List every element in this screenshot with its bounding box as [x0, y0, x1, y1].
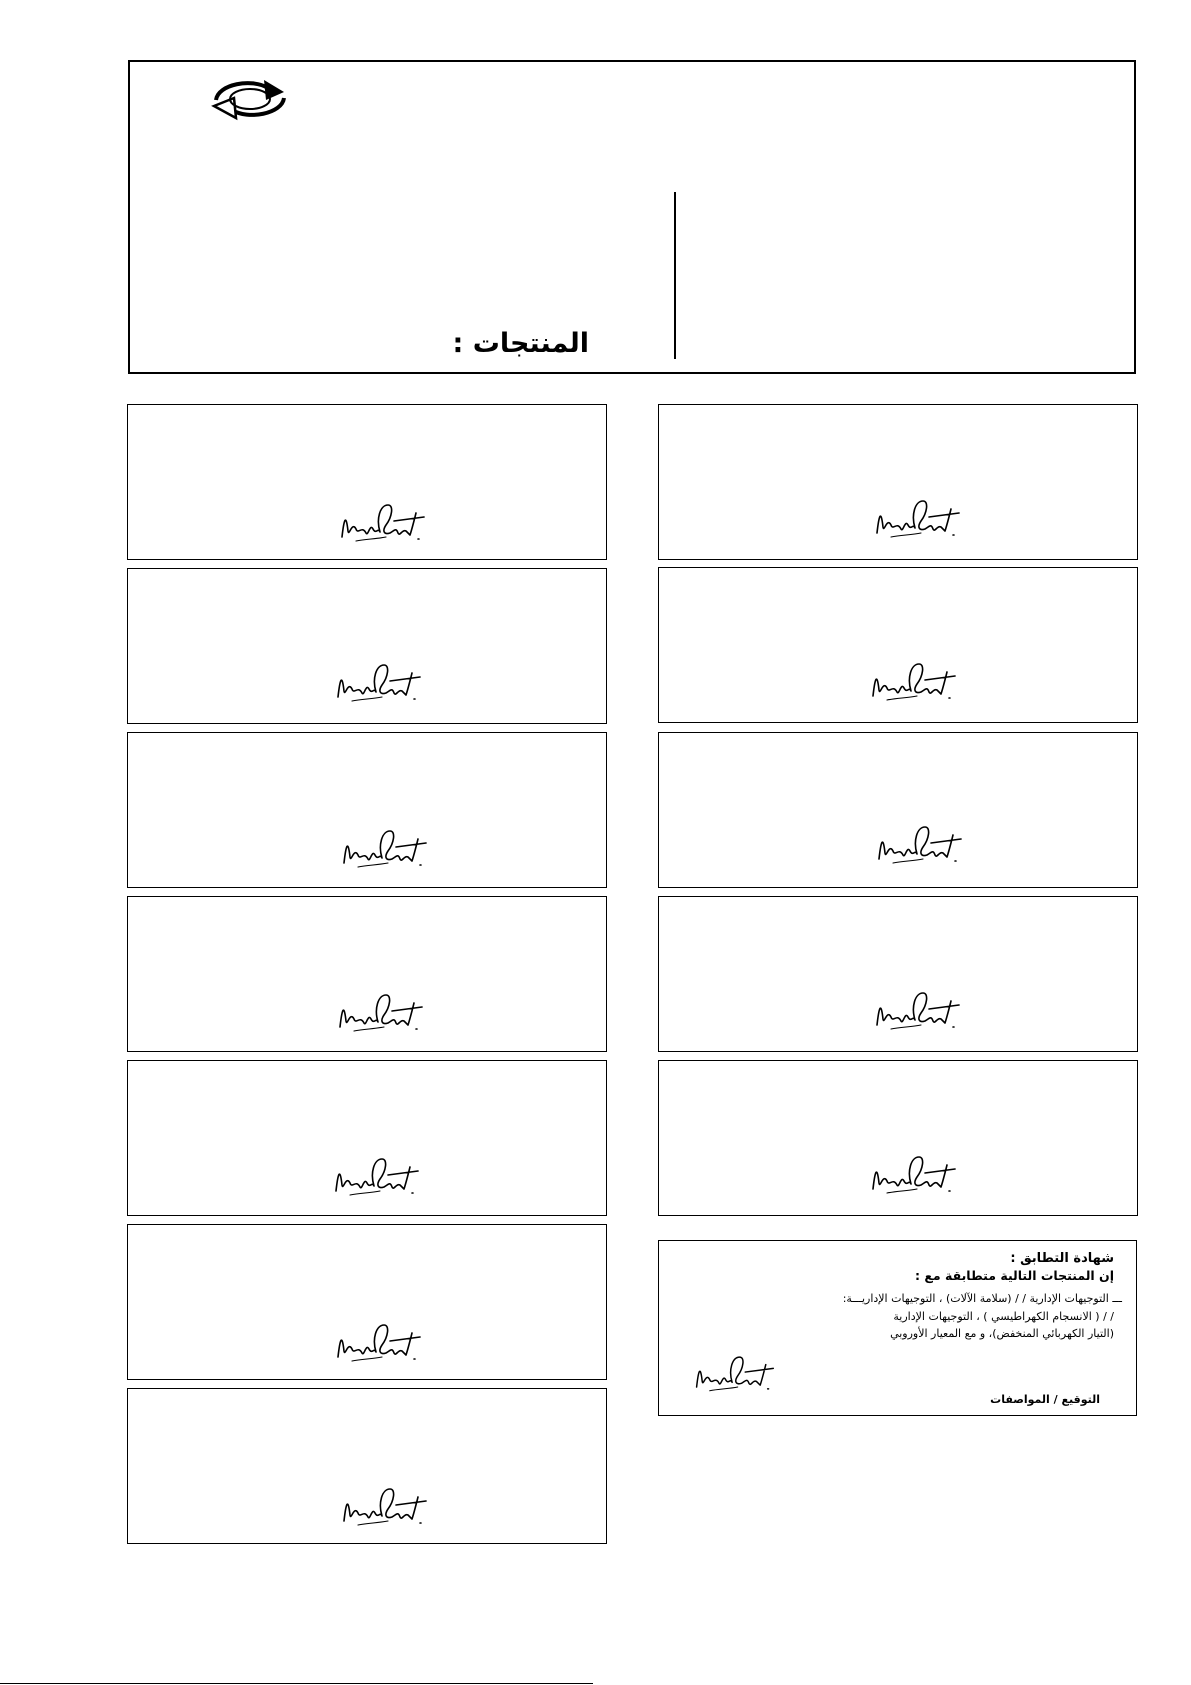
signature-image	[338, 1483, 430, 1529]
conformity-intro: إن المنتجات التالية متطابقة مع :	[915, 1268, 1114, 1283]
signature-image	[871, 495, 963, 541]
directives-line: / / ( الانسجام الكهراطيسي ) ، التوجيهات الإدارية	[893, 1310, 1114, 1323]
signature-image	[332, 659, 424, 705]
recycle-arrows-icon	[208, 76, 292, 122]
certificate-box	[658, 896, 1138, 1052]
certificate-box	[658, 567, 1138, 723]
signature-image	[867, 1151, 959, 1197]
footer-rule	[0, 1683, 593, 1684]
certificate-box	[127, 896, 607, 1052]
certificate-box	[127, 1224, 607, 1380]
signature-image	[334, 989, 426, 1035]
certificate-box	[127, 732, 607, 888]
directives-line: ـــ التوجيهات الإدارية / / (سلامة الآلات) ، التوجيهات الإداريـــة:	[842, 1292, 1122, 1305]
certificate-box	[127, 404, 607, 560]
signature-image	[691, 1351, 777, 1395]
conformity-title: شهادة التطابق :	[1010, 1251, 1114, 1266]
certificate-box	[127, 568, 607, 724]
signature-image	[330, 1153, 422, 1199]
signature-image	[867, 658, 959, 704]
signature-image	[338, 825, 430, 871]
conformity-certificate	[658, 1240, 1137, 1416]
certificate-box	[658, 404, 1138, 560]
signature-image	[871, 987, 963, 1033]
certificate-box	[658, 1060, 1138, 1216]
certificate-box	[658, 732, 1138, 888]
directives-line: (التيار الكهربائي المنخفض)، و مع المعيار الأوروبي	[890, 1327, 1114, 1340]
certificate-box	[127, 1060, 607, 1216]
header-divider	[674, 192, 676, 359]
certificate-box	[127, 1388, 607, 1544]
signature-image	[873, 821, 965, 867]
products-heading: المنتجات :	[452, 328, 589, 359]
signature-image	[336, 499, 428, 545]
signature-image	[332, 1319, 424, 1365]
signature-label: التوقيع / المواصفات	[990, 1393, 1100, 1406]
